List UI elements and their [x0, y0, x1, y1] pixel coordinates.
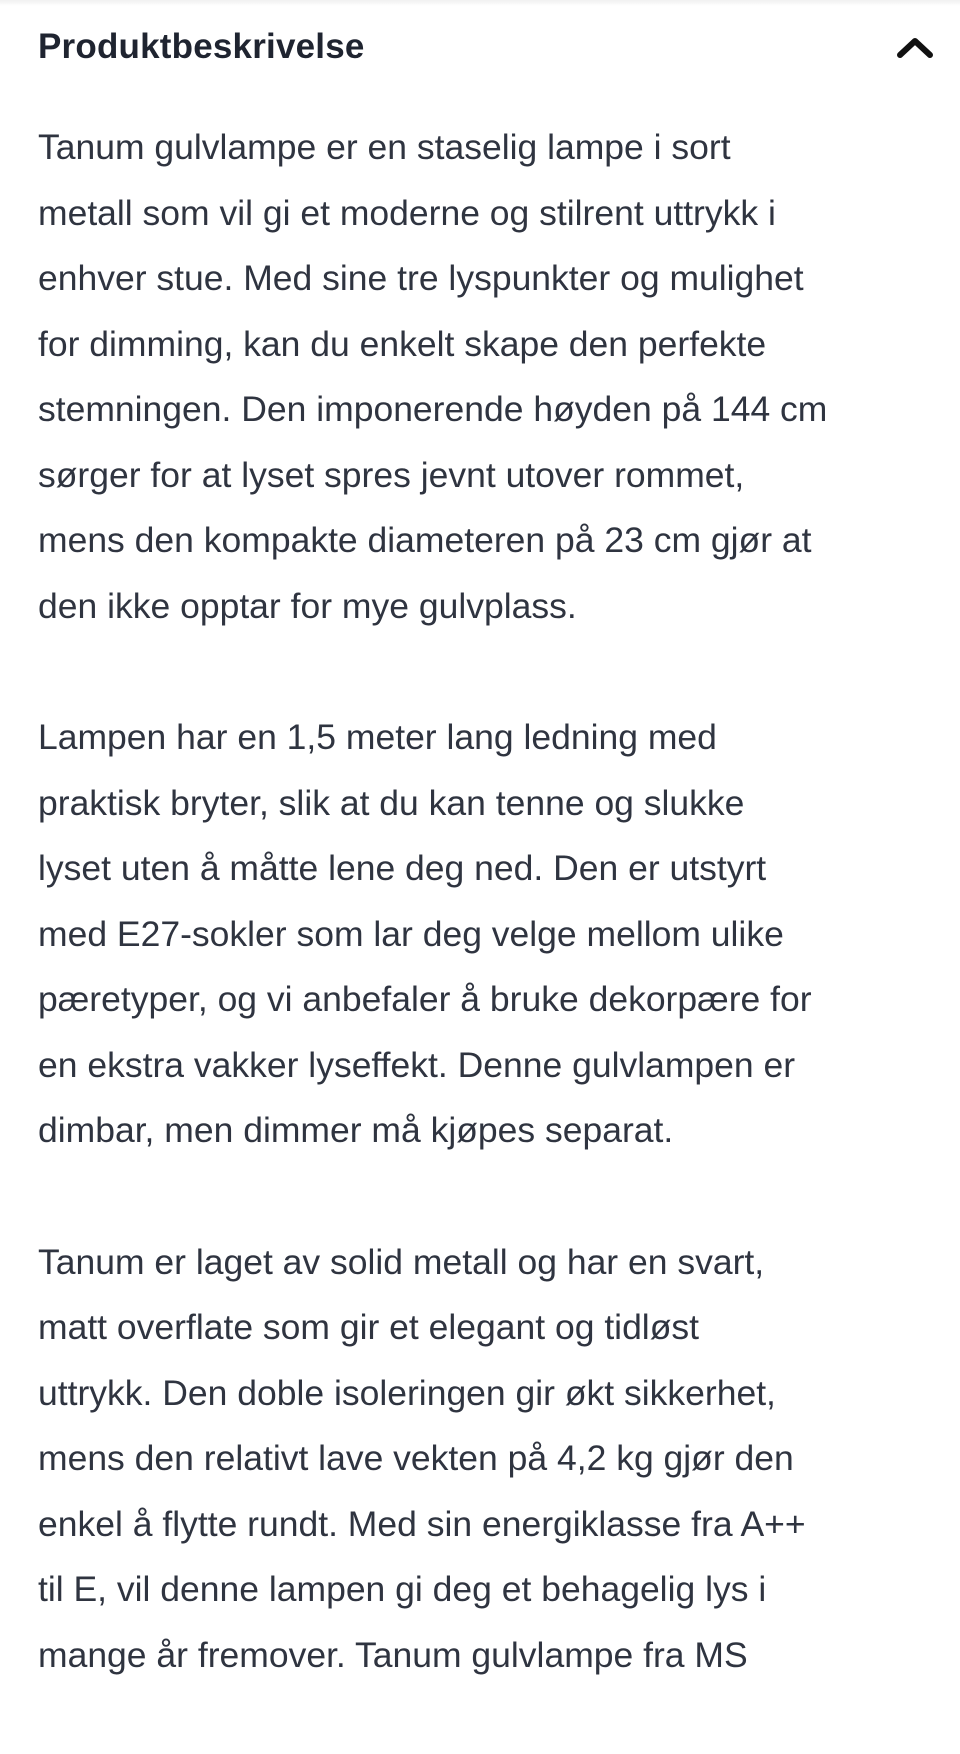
description-paragraph: [38, 705, 928, 1164]
text-line: metall som vil gi et moderne og stilrent uttrykk i: [38, 192, 776, 233]
text-line: sørger for at lyset spres jevnt utover rommet,: [38, 454, 745, 495]
accordion-header[interactable]: [0, 0, 960, 100]
text-line: en ekstra vakker lyseffekt. Denne gulvlampen er: [38, 1044, 796, 1085]
description-paragraph: [38, 1230, 928, 1689]
text-line: den ikke opptar for mye gulvplass.: [38, 585, 577, 626]
text-line: Lampen har en 1,5 meter lang ledning med: [38, 717, 717, 757]
description-paragraph: [38, 115, 928, 639]
text-line: mange år fremover. Tanum gulvlampe fra MS: [38, 1634, 748, 1675]
description-body: [38, 115, 928, 1754]
text-line: lyset uten å måtte lene deg ned. Den er utstyrt: [38, 848, 767, 888]
text-line: enkel å flytte rundt. Med sin energiklasse fra A++: [38, 1503, 806, 1544]
text-line: med E27-sokler som lar deg velge mellom ulike: [38, 913, 784, 954]
text-line: pæretyper, og vi anbefaler å bruke dekorpære for: [38, 979, 812, 1019]
text-line: uttrykk. Den doble isoleringen gir økt sikkerhet,: [38, 1372, 776, 1413]
text-line: mens den relativt lave vekten på 4,2 kg gjør den: [38, 1438, 794, 1478]
text-line: dimbar, men dimmer må kjøpes separat.: [38, 1110, 674, 1150]
text-line: stemningen. Den imponerende høyden på 144 cm: [38, 389, 828, 429]
text-line: for dimming, kan du enkelt skape den perfekte: [38, 323, 767, 364]
text-line: praktisk bryter, slik at du kan tenne og slukke: [38, 782, 745, 823]
text-line: til E, vil denne lampen gi deg et behagelig lys i: [38, 1569, 767, 1609]
text-line: enhver stue. Med sine tre lyspunkter og mulighet: [38, 258, 804, 298]
text-line: Tanum gulvlampe er en staselig lampe i sort: [38, 127, 731, 167]
text-line: matt overflate som gir et elegant og tidløst: [38, 1307, 699, 1347]
text-line: mens den kompakte diameteren på 23 cm gjør at: [38, 520, 812, 560]
chevron-up-icon[interactable]: [895, 34, 935, 60]
section-title: Produktbeskrivelse: [38, 27, 365, 66]
text-line: Tanum er laget av solid metall og har en svart,: [38, 1241, 765, 1282]
